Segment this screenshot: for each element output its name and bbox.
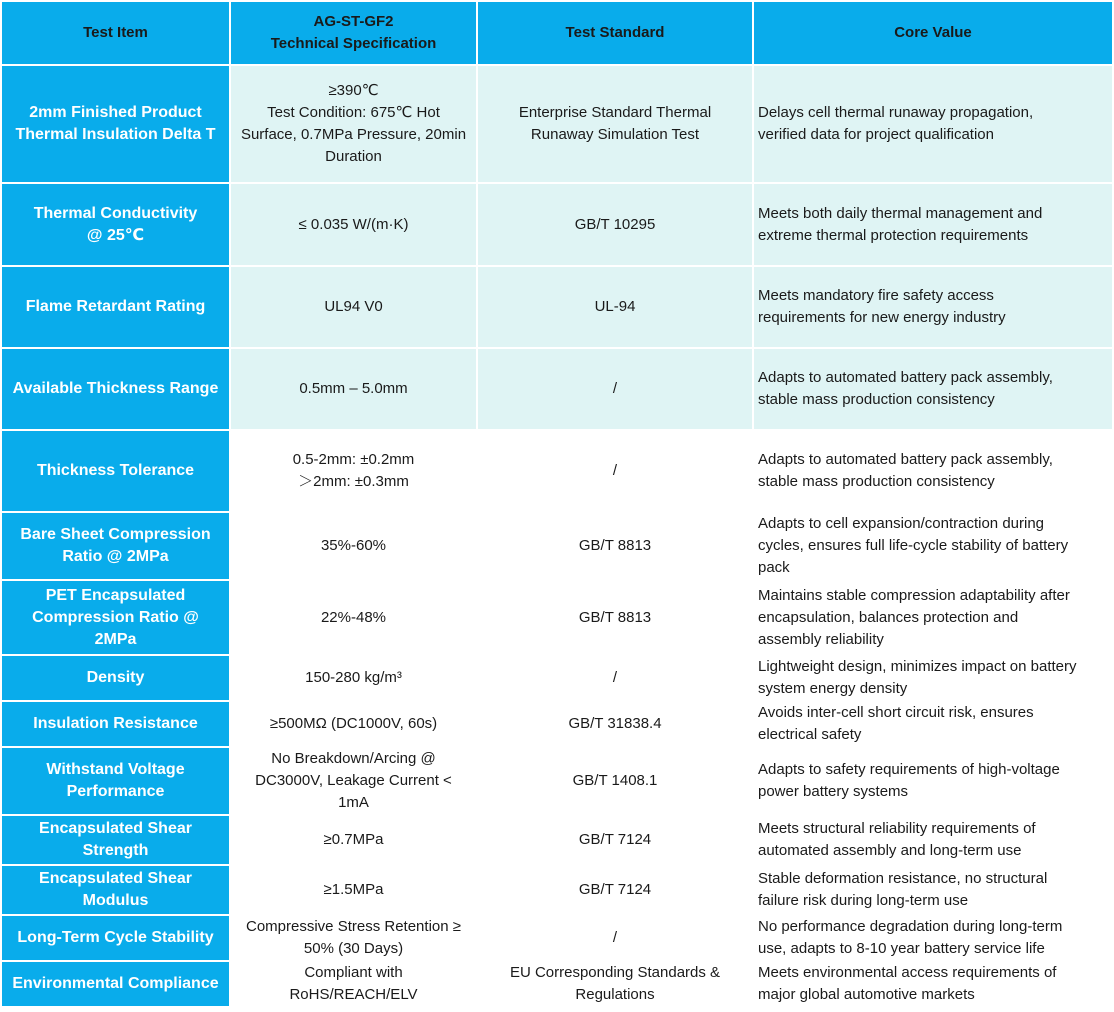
test-standard-line: GB/T 10295 xyxy=(574,215,656,233)
test-item-cell xyxy=(2,866,229,914)
test-item-line: Compression Ratio @ xyxy=(32,608,199,626)
specification-cell xyxy=(231,866,476,914)
core-value-line: No performance degradation during long-term xyxy=(758,918,1063,935)
core-value-cell xyxy=(754,748,1112,814)
test-item-line: @ 25℃ xyxy=(86,226,145,244)
test-item-line: Available Thickness Range xyxy=(12,380,219,397)
test-standard-cell xyxy=(478,866,752,914)
core-value-line: electrical safety xyxy=(758,726,862,743)
specification-line: 0.5-2mm: ±0.2mm xyxy=(292,451,415,468)
core-value-cell xyxy=(754,916,1112,960)
header-test-standard: Test Standard xyxy=(478,2,752,64)
core-value-line: power battery systems xyxy=(758,783,909,800)
test-standard-cell xyxy=(478,431,752,511)
test-standard-line: / xyxy=(612,669,618,686)
test-item-line: Insulation Resistance xyxy=(33,715,198,732)
core-value-line: requirements for new energy industry xyxy=(758,309,1006,326)
test-item-cell xyxy=(2,748,229,814)
core-value-line: pack xyxy=(758,559,790,576)
test-standard-line: Enterprise Standard Thermal xyxy=(518,104,712,121)
core-value-cell xyxy=(754,816,1112,864)
specification-line: ＞2mm: ±0.3mm xyxy=(298,473,409,490)
test-standard-line: GB/T 8813 xyxy=(578,537,652,554)
test-item-cell xyxy=(2,581,229,654)
spec-table-body xyxy=(2,66,1112,1006)
test-standard-line: GB/T 7124 xyxy=(578,881,652,898)
core-value-line: assembly reliability xyxy=(758,630,884,648)
core-value-line: cycles, ensures full life-cycle stability of battery xyxy=(758,537,1069,554)
specification-line: 22%-48% xyxy=(320,608,387,626)
test-item-cell xyxy=(2,349,229,429)
specification-line: Surface, 0.7MPa Pressure, 20min xyxy=(240,126,467,143)
specification-line: 0.5mm – 5.0mm xyxy=(299,380,408,397)
table-row xyxy=(2,702,1112,746)
core-value-line: encapsulation, balances protection and xyxy=(758,608,1019,626)
test-standard-cell xyxy=(478,916,752,960)
core-value-cell xyxy=(754,349,1112,429)
core-value-line: stable mass production consistency xyxy=(758,473,995,490)
specification-cell xyxy=(231,184,476,265)
table-row xyxy=(2,349,1112,429)
test-item-cell xyxy=(2,962,229,1006)
core-value-line: Avoids inter-cell short circuit risk, ensures xyxy=(758,704,1034,721)
test-standard-cell xyxy=(478,748,752,814)
header-spec-model: AG-ST-GF2 xyxy=(313,13,394,30)
test-item-line: Encapsulated Shear xyxy=(39,870,192,887)
test-item-line: Encapsulated Shear xyxy=(39,820,192,837)
specification-line: Compliant with xyxy=(304,964,403,981)
table-row xyxy=(2,513,1112,579)
test-standard-line: UL-94 xyxy=(594,298,636,315)
header-core-value: Core Value xyxy=(754,2,1112,64)
test-standard-cell xyxy=(478,581,752,654)
test-item-cell xyxy=(2,66,229,182)
test-item-cell xyxy=(2,816,229,864)
specification-line: Test Condition: 675℃ Hot xyxy=(267,104,440,121)
core-value-line: Adapts to safety requirements of high-voltage xyxy=(758,761,1060,778)
table-row xyxy=(2,267,1112,347)
test-item-line: Thermal Conductivity xyxy=(33,204,198,222)
specification-line: ≥1.5MPa xyxy=(323,881,384,898)
specification-line: Compressive Stress Retention ≥ xyxy=(246,918,461,935)
test-standard-line: Regulations xyxy=(575,986,655,1003)
test-standard-cell xyxy=(478,816,752,864)
test-item-line: Performance xyxy=(66,783,165,800)
header-technical-specification xyxy=(231,2,476,64)
core-value-line: Adapts to automated battery pack assembly, xyxy=(758,451,1053,468)
specification-line: No Breakdown/Arcing @ xyxy=(271,750,436,767)
test-item-cell xyxy=(2,702,229,746)
test-standard-cell xyxy=(478,962,752,1006)
core-value-cell xyxy=(754,184,1112,265)
core-value-line: extreme thermal protection requirements xyxy=(758,226,1029,244)
specification-line: DC3000V, Leakage Current < xyxy=(255,772,452,789)
test-item-line: Environmental Compliance xyxy=(12,975,219,992)
core-value-cell xyxy=(754,513,1112,579)
core-value-line: automated assembly and long-term use xyxy=(758,842,1022,859)
specification-cell xyxy=(231,702,476,746)
test-item-line: Flame Retardant Rating xyxy=(25,298,206,315)
core-value-line: Meets environmental access requirements of xyxy=(758,964,1057,981)
test-item-cell xyxy=(2,916,229,960)
core-value-line: Meets mandatory fire safety access xyxy=(758,287,994,304)
test-item-line: Strength xyxy=(82,842,149,859)
test-item-line: Ratio @ 2MPa xyxy=(62,548,169,565)
test-standard-line: GB/T 8813 xyxy=(578,608,652,626)
test-standard-cell xyxy=(478,656,752,700)
core-value-line: Meets structural reliability requirements of xyxy=(758,820,1036,837)
test-standard-cell xyxy=(478,513,752,579)
test-item-cell xyxy=(2,513,229,579)
test-standard-line: GB/T 1408.1 xyxy=(572,772,658,789)
specification-line: ≥0.7MPa xyxy=(323,831,384,848)
specification-cell xyxy=(231,816,476,864)
test-item-line: Bare Sheet Compression xyxy=(20,526,211,543)
core-value-cell xyxy=(754,267,1112,347)
test-item-line: Withstand Voltage xyxy=(46,761,185,778)
core-value-line: use, adapts to 8-10 year battery service life xyxy=(758,940,1045,957)
specification-cell xyxy=(231,267,476,347)
table-row xyxy=(2,816,1112,864)
test-item-cell xyxy=(2,656,229,700)
test-standard-cell xyxy=(478,184,752,265)
test-standard-cell xyxy=(478,66,752,182)
test-item-line: Modulus xyxy=(82,892,149,909)
specification-line: Duration xyxy=(325,148,382,165)
core-value-line: Adapts to cell expansion/contraction during xyxy=(758,515,1045,532)
table-row xyxy=(2,184,1112,265)
core-value-cell xyxy=(754,656,1112,700)
specification-line: ≥390℃ xyxy=(328,82,379,99)
specification-cell xyxy=(231,349,476,429)
test-standard-line: / xyxy=(612,929,618,946)
specification-cell xyxy=(231,431,476,511)
test-item-line: Density xyxy=(86,669,145,686)
specification-line: UL94 V0 xyxy=(324,298,383,315)
specification-line: ≥500MΩ (DC1000V, 60s) xyxy=(269,715,438,732)
core-value-line: Adapts to automated battery pack assembly, xyxy=(758,369,1053,386)
core-value-cell xyxy=(754,431,1112,511)
test-item-line: 2mm Finished Product xyxy=(29,104,202,121)
specification-line: 35%-60% xyxy=(320,537,387,554)
specification-cell xyxy=(231,656,476,700)
specification-cell xyxy=(231,581,476,654)
header-test-item: Test Item xyxy=(2,2,229,64)
core-value-cell xyxy=(754,866,1112,914)
test-item-cell xyxy=(2,184,229,265)
table-row xyxy=(2,748,1112,814)
core-value-line: system energy density xyxy=(758,680,908,697)
specification-cell xyxy=(231,748,476,814)
table-row xyxy=(2,431,1112,511)
table-row xyxy=(2,66,1112,182)
test-standard-cell xyxy=(478,702,752,746)
core-value-line: Meets both daily thermal management and xyxy=(758,204,1043,222)
specification-cell xyxy=(231,916,476,960)
core-value-cell xyxy=(754,702,1112,746)
core-value-cell xyxy=(754,66,1112,182)
test-standard-line: GB/T 31838.4 xyxy=(568,715,662,732)
test-standard-line: Runaway Simulation Test xyxy=(530,126,700,143)
test-standard-line: / xyxy=(612,380,618,397)
core-value-cell xyxy=(754,581,1112,654)
header-row xyxy=(2,2,1112,64)
header-spec-label: Technical Specification xyxy=(270,35,437,52)
test-item-cell xyxy=(2,267,229,347)
test-item-line: PET Encapsulated xyxy=(45,586,186,604)
specification-cell xyxy=(231,66,476,182)
specification-cell xyxy=(231,962,476,1006)
test-item-line: Thermal Insulation Delta T xyxy=(15,126,216,143)
test-item-line: 2MPa xyxy=(94,630,137,648)
table-row xyxy=(2,581,1112,654)
test-standard-line: GB/T 7124 xyxy=(578,831,652,848)
specification-line: 50% (30 Days) xyxy=(303,940,404,957)
specification-line: ≤ 0.035 W/(m·K) xyxy=(298,215,409,233)
test-item-cell xyxy=(2,431,229,511)
specification-cell xyxy=(231,513,476,579)
test-standard-line: / xyxy=(612,462,618,479)
core-value-line: stable mass production consistency xyxy=(758,391,995,408)
table-row xyxy=(2,916,1112,960)
table-row xyxy=(2,962,1112,1006)
core-value-line: major global automotive markets xyxy=(758,986,975,1003)
table-row xyxy=(2,866,1112,914)
test-item-line: Thickness Tolerance xyxy=(36,462,195,479)
specification-line: 150-280 kg/m³ xyxy=(305,669,402,686)
test-item-line: Long-Term Cycle Stability xyxy=(17,929,214,946)
core-value-cell xyxy=(754,962,1112,1006)
table-row xyxy=(2,656,1112,700)
core-value-line: Lightweight design, minimizes impact on battery xyxy=(758,658,1077,675)
specification-line: 1mA xyxy=(338,794,369,811)
core-value-line: Maintains stable compression adaptability after xyxy=(758,586,1070,604)
core-value-line: Delays cell thermal runaway propagation, xyxy=(758,104,1034,121)
core-value-line: Stable deformation resistance, no structural xyxy=(758,870,1048,887)
core-value-line: failure risk during long-term use xyxy=(758,892,969,909)
test-standard-line: EU Corresponding Standards & xyxy=(509,964,721,981)
core-value-line: verified data for project qualification xyxy=(758,126,994,143)
specification-line: RoHS/REACH/ELV xyxy=(289,986,418,1003)
test-standard-cell xyxy=(478,349,752,429)
test-standard-cell xyxy=(478,267,752,347)
